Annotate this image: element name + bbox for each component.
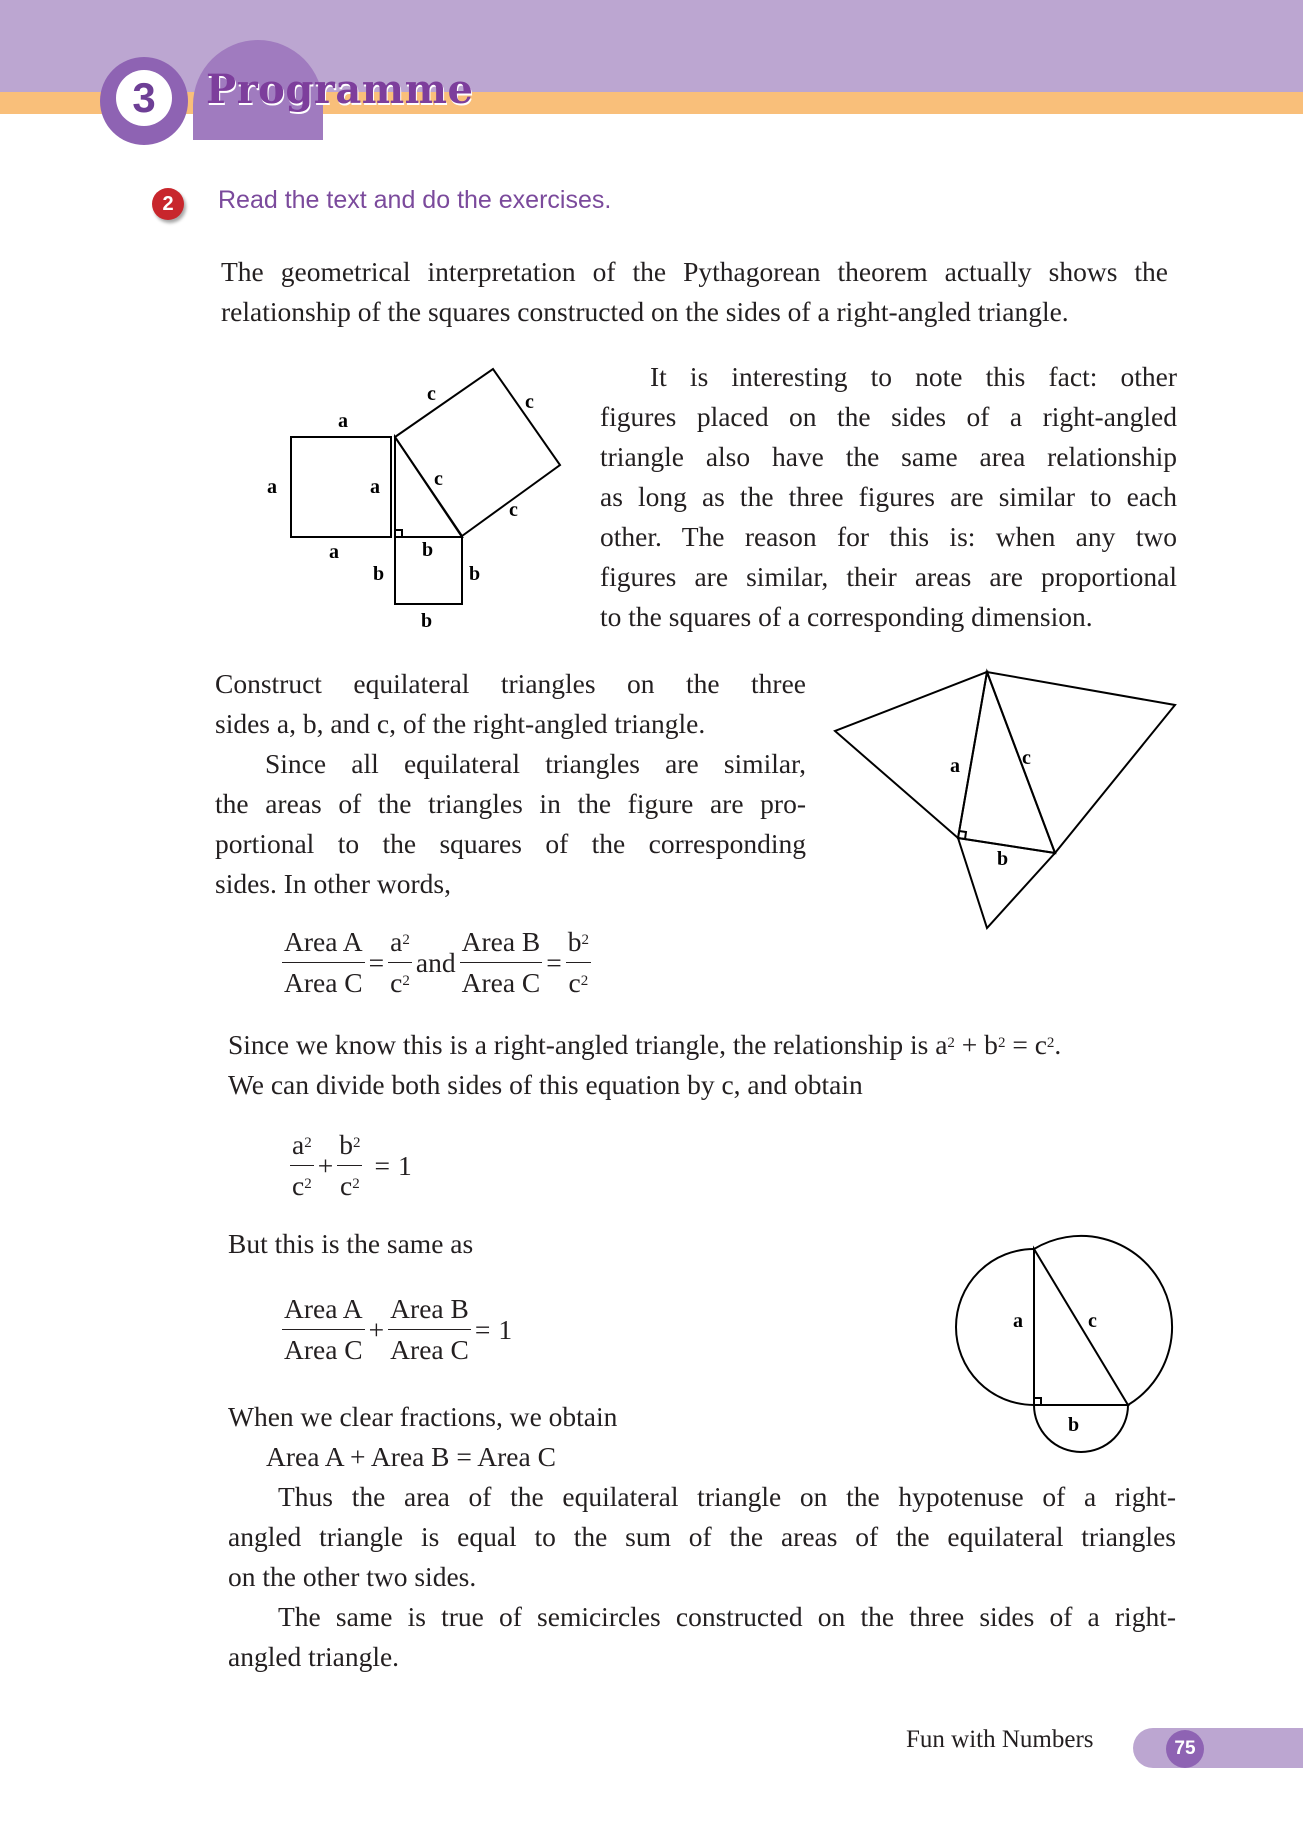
semicircles-figure — [950, 1225, 1190, 1465]
label-b: b — [373, 563, 385, 585]
label-b: b — [1068, 1414, 1080, 1436]
similar-figures-line: other. The reason for this is: when any two — [600, 521, 1177, 552]
footer-book-title: Fun with Numbers — [906, 1726, 1094, 1753]
label-c: c — [1022, 747, 1031, 769]
equilateral-triangle-a — [835, 672, 987, 838]
fraction — [460, 922, 543, 1003]
conclusion-line: angled triangle is equal to the sum of the areas of the equilateral triangles — [228, 1521, 1176, 1552]
one-value: 1 — [398, 1149, 412, 1181]
construct-line: sides. In other words, — [215, 868, 452, 899]
construct-paragraph — [215, 664, 806, 904]
semicircles-line: The same is true of semicircles constructed on the three sides of a right- — [278, 1601, 1176, 1632]
label-a: a — [338, 410, 348, 432]
fraction — [290, 1125, 314, 1206]
fraction — [337, 1125, 362, 1206]
final-equation: Area A + Area B = Area C — [266, 1441, 556, 1472]
footer-pill — [1133, 1728, 1303, 1768]
semicircles-paragraph — [228, 1597, 1176, 1677]
fraction — [282, 922, 365, 1003]
label-a: a — [329, 541, 339, 563]
conclusion-line: on the other two sides. — [228, 1561, 477, 1592]
relationship-paragraph — [228, 1025, 1188, 1105]
construct-line: Construct equilateral triangles on the three — [215, 668, 806, 699]
area-ratio-equation — [282, 922, 591, 1003]
right-triangle — [958, 672, 1055, 853]
numerator: Area B — [388, 1289, 471, 1330]
similar-figures-line: figures placed on the sides of a right-angled — [600, 401, 1177, 432]
right-triangle — [1034, 1249, 1128, 1405]
label-c: c — [509, 499, 518, 521]
page-title: Programme — [206, 66, 474, 113]
intro-line: relationship of the squares constructed on the sides of a right-angled triangle. — [221, 296, 1069, 327]
label-c: c — [427, 383, 436, 405]
plus-sign: + — [317, 1149, 334, 1181]
numerator: $b^2$ — [566, 922, 591, 963]
construct-line: Since all equilateral triangles are similar, — [265, 748, 806, 779]
numerator: Area A — [282, 922, 365, 963]
equilateral-triangles-figure — [825, 660, 1187, 940]
right-angle-mark — [395, 530, 402, 537]
numerator: Area A — [282, 1289, 365, 1330]
label-c: c — [434, 468, 443, 490]
denominator: Area C — [284, 1334, 363, 1365]
plus-sign: + — [368, 1313, 385, 1345]
exercise-number-badge: 2 — [152, 188, 184, 220]
label-c: c — [1088, 1310, 1097, 1332]
square-c — [395, 369, 560, 536]
label-a: a — [267, 476, 277, 498]
area-sum-ratio-equation — [282, 1289, 516, 1370]
numerator: $a^2$ — [290, 1125, 314, 1166]
semicircle-b — [1034, 1405, 1128, 1452]
similar-figures-line: to the squares of a corresponding dimension. — [600, 601, 1093, 632]
squares-figure — [255, 360, 585, 650]
label-b: b — [422, 539, 434, 561]
denominator: Area C — [284, 967, 363, 998]
numerator: Area B — [460, 922, 543, 963]
and-word: and — [415, 946, 456, 978]
fraction — [282, 1289, 365, 1370]
semicircles-line: angled triangle. — [228, 1641, 400, 1672]
label-a: a — [950, 755, 960, 777]
label-a: a — [1013, 1310, 1023, 1332]
relationship-line: Since we know this is a right-angled triangle, the relationship is $a^2 + b^2 = c^2$. — [228, 1029, 1062, 1060]
equals-sign: = — [474, 1313, 491, 1345]
intro-paragraph — [221, 252, 1168, 332]
conclusion-paragraph — [228, 1477, 1176, 1597]
similar-figures-line: It is interesting to note this fact: other — [650, 361, 1177, 392]
equals-sign: = — [546, 946, 562, 978]
relationship-line: We can divide both sides of this equation by c, and obtain — [228, 1069, 863, 1100]
construct-line: portional to the squares of the corresponding — [215, 828, 806, 859]
fraction — [388, 922, 412, 1003]
semicircle-c — [1034, 1236, 1172, 1405]
label-c: c — [525, 391, 534, 413]
denominator: Area C — [461, 967, 541, 998]
construct-line: the areas of the triangles in the figure are pro- — [215, 788, 806, 819]
numerator: $b^2$ — [337, 1125, 362, 1166]
intro-line: The geometrical interpretation of the Pythagorean theorem actually shows the — [221, 256, 1168, 287]
label-b: b — [997, 848, 1009, 870]
denominator: $c^2$ — [568, 967, 589, 998]
similar-figures-paragraph — [600, 357, 1177, 637]
similar-figures-line: triangle also have the same area relationship — [600, 441, 1177, 472]
denominator: Area C — [390, 1334, 469, 1365]
right-triangle — [395, 437, 462, 537]
label-b: b — [469, 563, 481, 585]
similar-figures-line: figures are similar, their areas are proportional — [600, 561, 1177, 592]
squared-ratio-equation — [290, 1125, 416, 1206]
denominator: $c^2$ — [340, 1170, 360, 1201]
label-b: b — [421, 610, 433, 632]
clear-fractions-text: When we clear fractions, we obtain — [228, 1401, 618, 1432]
same-as-text: But this is the same as — [228, 1228, 474, 1259]
denominator: $c^2$ — [390, 967, 410, 998]
fraction — [388, 1289, 471, 1370]
header-band — [0, 0, 1303, 92]
equilateral-triangle-c — [987, 672, 1175, 853]
equals-sign: = — [374, 1149, 390, 1181]
page-number: 75 — [1166, 1730, 1204, 1768]
similar-figures-line: as long as the three figures are similar to each — [600, 481, 1177, 512]
label-a: a — [370, 476, 380, 498]
construct-line: sides a, b, and c, of the right-angled triangle. — [215, 708, 706, 739]
exercise-instruction: Read the text and do the exercises. — [218, 186, 612, 214]
one-value: 1 — [498, 1313, 513, 1345]
fraction — [566, 922, 591, 1003]
right-angle-mark — [1034, 1398, 1041, 1405]
conclusion-line: Thus the area of the equilateral triangle on the hypotenuse of a right- — [278, 1481, 1176, 1512]
chapter-number: 3 — [116, 70, 172, 126]
equals-sign: = — [368, 946, 385, 978]
numerator: $a^2$ — [388, 922, 412, 963]
denominator: $c^2$ — [292, 1170, 312, 1201]
